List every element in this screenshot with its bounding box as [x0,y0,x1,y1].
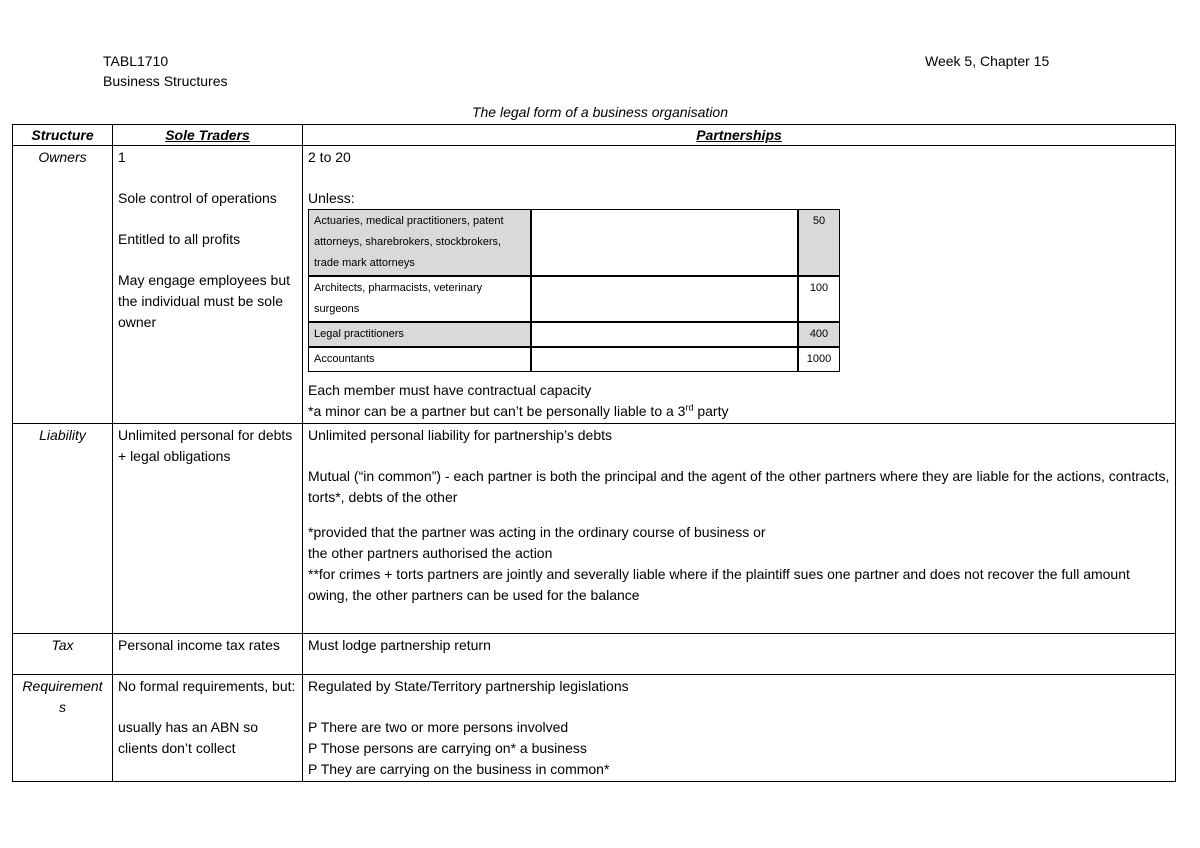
no-formal-requirements: No formal requirements, but: [118,678,296,694]
liability-partnership-cell [303,424,1176,634]
tax-partnership-cell: Must lodge partnership return [303,634,1176,675]
sole-owner-count: 1 [118,149,126,165]
business-structures-table [12,124,1176,782]
abn-note: usually has an ABN so clients don’t collect [118,719,259,756]
table-caption: The legal form of a business organisation [471,104,729,120]
requirements-row [13,675,1176,782]
tax-row [13,634,1176,675]
partnerships-header: Partnerships [303,125,1176,146]
owners-row [13,146,1176,424]
limit-row [308,347,840,372]
sole-profits: Entitled to all profits [118,231,241,247]
mutual-agency: Mutual (“in common”) - each partner is both the principal and the agent of the other partners where they are liable for the actions, contracts, torts*, debts of the other [308,468,1170,505]
ordinary-course-note: *provided that the partner was acting in the ordinary course of business or [308,524,766,540]
course-code: TABL1710 [103,53,169,69]
authorised-note: the other partners authorised the action [308,545,553,561]
sole-control: Sole control of operations [118,190,277,206]
unless-label: Unless: [308,190,355,206]
profession-name: Accountants [308,347,531,372]
unlimited-liability: Unlimited personal liability for partnership’s debts [308,427,613,443]
partner-count: 2 to 20 [308,149,351,165]
structure-header: Structure [13,125,113,146]
owners-partnership-cell [303,146,1176,424]
profession-limit: 400 [798,322,840,347]
requirement-item: P Those persons are carrying on* a business [308,740,587,756]
liability-label: Liability [13,424,113,634]
joint-several-note: **for crimes + torts partners are jointly and severally liable where if the plaintiff sues one partner and does not recover the full amount owing, the other partners can be used for the balance [308,566,1130,603]
requirements-sole-cell [113,675,303,782]
limit-row [308,322,840,347]
profession-limits-table [308,209,840,372]
sole-employees: May engage employees but the individual must be sole owner [118,272,290,330]
liability-row [13,424,1176,634]
profession-name: Architects, pharmacists, veterinary surgeons [308,276,531,322]
profession-limit: 100 [798,276,840,322]
regulation-note: Regulated by State/Territory partnership legislations [308,678,629,694]
minor-note: *a minor can be a partner but can’t be personally liable to a 3rd party [308,402,729,419]
document-header-left [103,51,228,91]
requirements-label: Requirement s [13,675,113,782]
contractual-capacity: Each member must have contractual capacity [308,382,592,398]
limit-row [308,209,840,276]
liability-sole-cell: Unlimited personal for debts + legal obligations [113,424,303,634]
owners-label: Owners [13,146,113,424]
profession-name: Legal practitioners [308,322,531,347]
profession-limit: 1000 [798,347,840,372]
owners-sole-cell [113,146,303,424]
requirement-item: P They are carrying on the business in common* [308,761,610,777]
tax-sole-cell: Personal income tax rates [113,634,303,675]
limit-row [308,276,840,322]
header-row [13,125,1176,146]
requirements-partnership-cell [303,675,1176,782]
topic-title: Business Structures [103,73,228,89]
tax-label: Tax [13,634,113,675]
week-chapter: Week 5, Chapter 15 [925,53,1050,69]
profession-limit: 50 [798,209,840,276]
requirement-item: P There are two or more persons involved [308,719,569,735]
sole-traders-header: Sole Traders [113,125,303,146]
profession-name: Actuaries, medical practitioners, patent attorneys, sharebrokers, stockbrokers, trade mark attorneys [308,209,531,276]
